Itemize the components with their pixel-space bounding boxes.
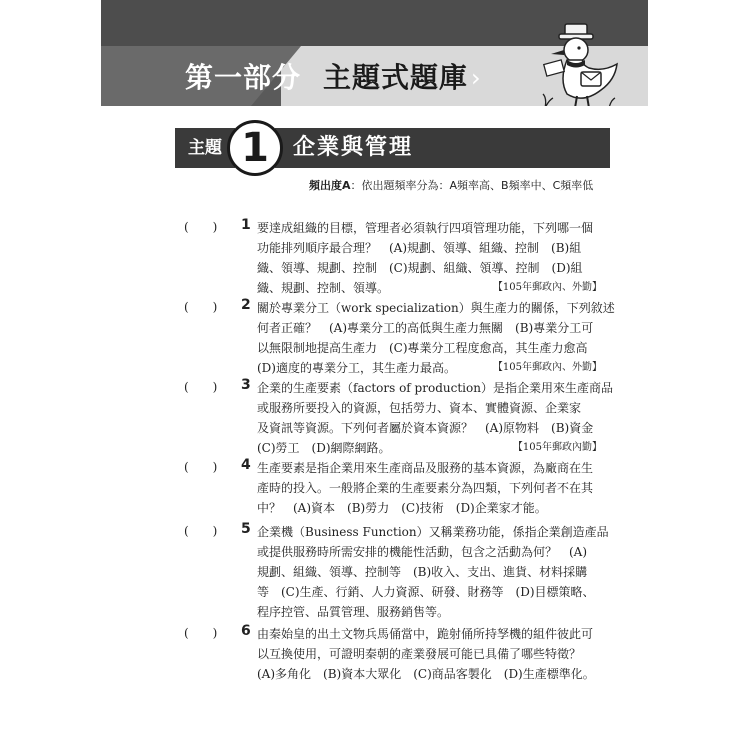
answer-blank: ( )	[184, 524, 218, 538]
question-number: 2	[241, 297, 251, 313]
question-text	[257, 458, 602, 518]
banner-title	[185, 56, 468, 96]
question-line: 何者正確？ (A)專業分工的高低與生產力無關 (B)專業分工可	[257, 321, 594, 335]
question-line: 企業機（Business Function）又稱業務功能，係指企業創造產品	[257, 525, 609, 539]
question-text	[257, 522, 609, 622]
topic-number: 1	[227, 120, 283, 176]
question-source: 【105年郵政內、外勤】	[492, 362, 602, 373]
question-line: (D)適度的專業分工，其生產力最高。 【105年郵政內、外勤】	[257, 358, 602, 378]
bird-mascot-icon	[531, 18, 621, 106]
topic-name: 企業與管理	[275, 128, 610, 168]
part-label: 第一部分	[185, 61, 302, 94]
question-text	[257, 298, 615, 378]
section-title: 主題式題庫	[323, 61, 469, 94]
answer-blank: ( )	[184, 460, 218, 474]
answer-blank: ( )	[184, 220, 218, 234]
question-number: 1	[241, 217, 251, 233]
question-line: 由秦始皇的出土文物兵馬俑當中，跪射俑所持孥機的組件彼此可	[257, 627, 594, 641]
question-line: 關於專業分工（work specialization）與生產力的關係，下列敘述	[257, 301, 615, 315]
question-line: (C)勞工 (D)網際網路。 【105年郵政內勤】	[257, 438, 602, 458]
question-line: 要達成組織的目標，管理者必須執行四項管理功能，下列哪一個	[257, 221, 594, 235]
question-line: 以無限制地提高生產力 (C)專業分工程度愈高，其生產力愈高	[257, 341, 588, 355]
question-line: 以互換使用，可證明秦朝的產業發展可能已具備了哪些特徵？	[257, 647, 582, 661]
question-text	[257, 218, 602, 298]
question-line: 功能排列順序最合理？ (A)規劃、領導、組織、控制 (B)組	[257, 241, 582, 255]
question-line: 產時的投入。一般將企業的生產要素分為四類，下列何者不在其	[257, 481, 594, 495]
frequency-label: 頻出度A	[309, 179, 351, 192]
question-line: 程序控管、品質管理、服務銷售等。	[257, 605, 450, 619]
question-text	[257, 624, 602, 684]
topic-label: 主題	[175, 128, 235, 168]
question-line: 織、規劃、控制、領導。 【105年郵政內、外勤】	[257, 278, 602, 298]
question-line: 中？ (A)資本 (B)勞力 (C)技術 (D)企業家才能。	[257, 501, 547, 515]
question-line: 織、領導、規劃、控制 (C)規劃、組織、領導、控制 (D)組	[257, 261, 583, 275]
answer-blank: ( )	[184, 626, 218, 640]
book-page	[101, 0, 648, 750]
answer-blank: ( )	[184, 300, 218, 314]
question-line: 企業的生產要素（factors of production）是指企業用來生產商品	[257, 381, 613, 395]
chapter-banner	[101, 0, 648, 106]
question-line: 規劃、組織、領導、控制等 (B)收入、支出、進貨、材料採購	[257, 565, 588, 579]
question-text	[257, 378, 613, 458]
question-source: 【105年郵政內、外勤】	[492, 282, 602, 293]
question-source: 【105年郵政內勤】	[512, 442, 602, 453]
question-number: 3	[241, 377, 251, 393]
question-line: 生產要素是指企業用來生產商品及服務的基本資源，為廠商在生	[257, 461, 594, 475]
frequency-text: ：依出題頻率分為：A頻率高、B頻率中、C頻率低	[350, 179, 594, 192]
answer-blank: ( )	[184, 380, 218, 394]
question-line: 等 (C)生產、行銷、人力資源、研發、財務等 (D)目標策略、	[257, 585, 595, 599]
question-line: 或服務所要投入的資源，包括勞力、資本、實體資源、企業家	[257, 401, 582, 415]
question-line: 及資訊等資源。下列何者屬於資本資源？ (A)原物料 (B)資金	[257, 421, 594, 435]
chevron-right-icon: ›	[471, 64, 481, 92]
frequency-note	[309, 177, 593, 193]
question-number: 6	[241, 623, 251, 639]
question-line: (A)多角化 (B)資本大眾化 (C)商品客製化 (D)生產標準化。	[257, 667, 595, 681]
question-number: 5	[241, 521, 251, 537]
question-line: 或提供服務時所需安排的機能性活動，包含之活動為何？ (A)	[257, 545, 588, 559]
topic-header	[175, 125, 610, 171]
question-number: 4	[241, 457, 251, 473]
